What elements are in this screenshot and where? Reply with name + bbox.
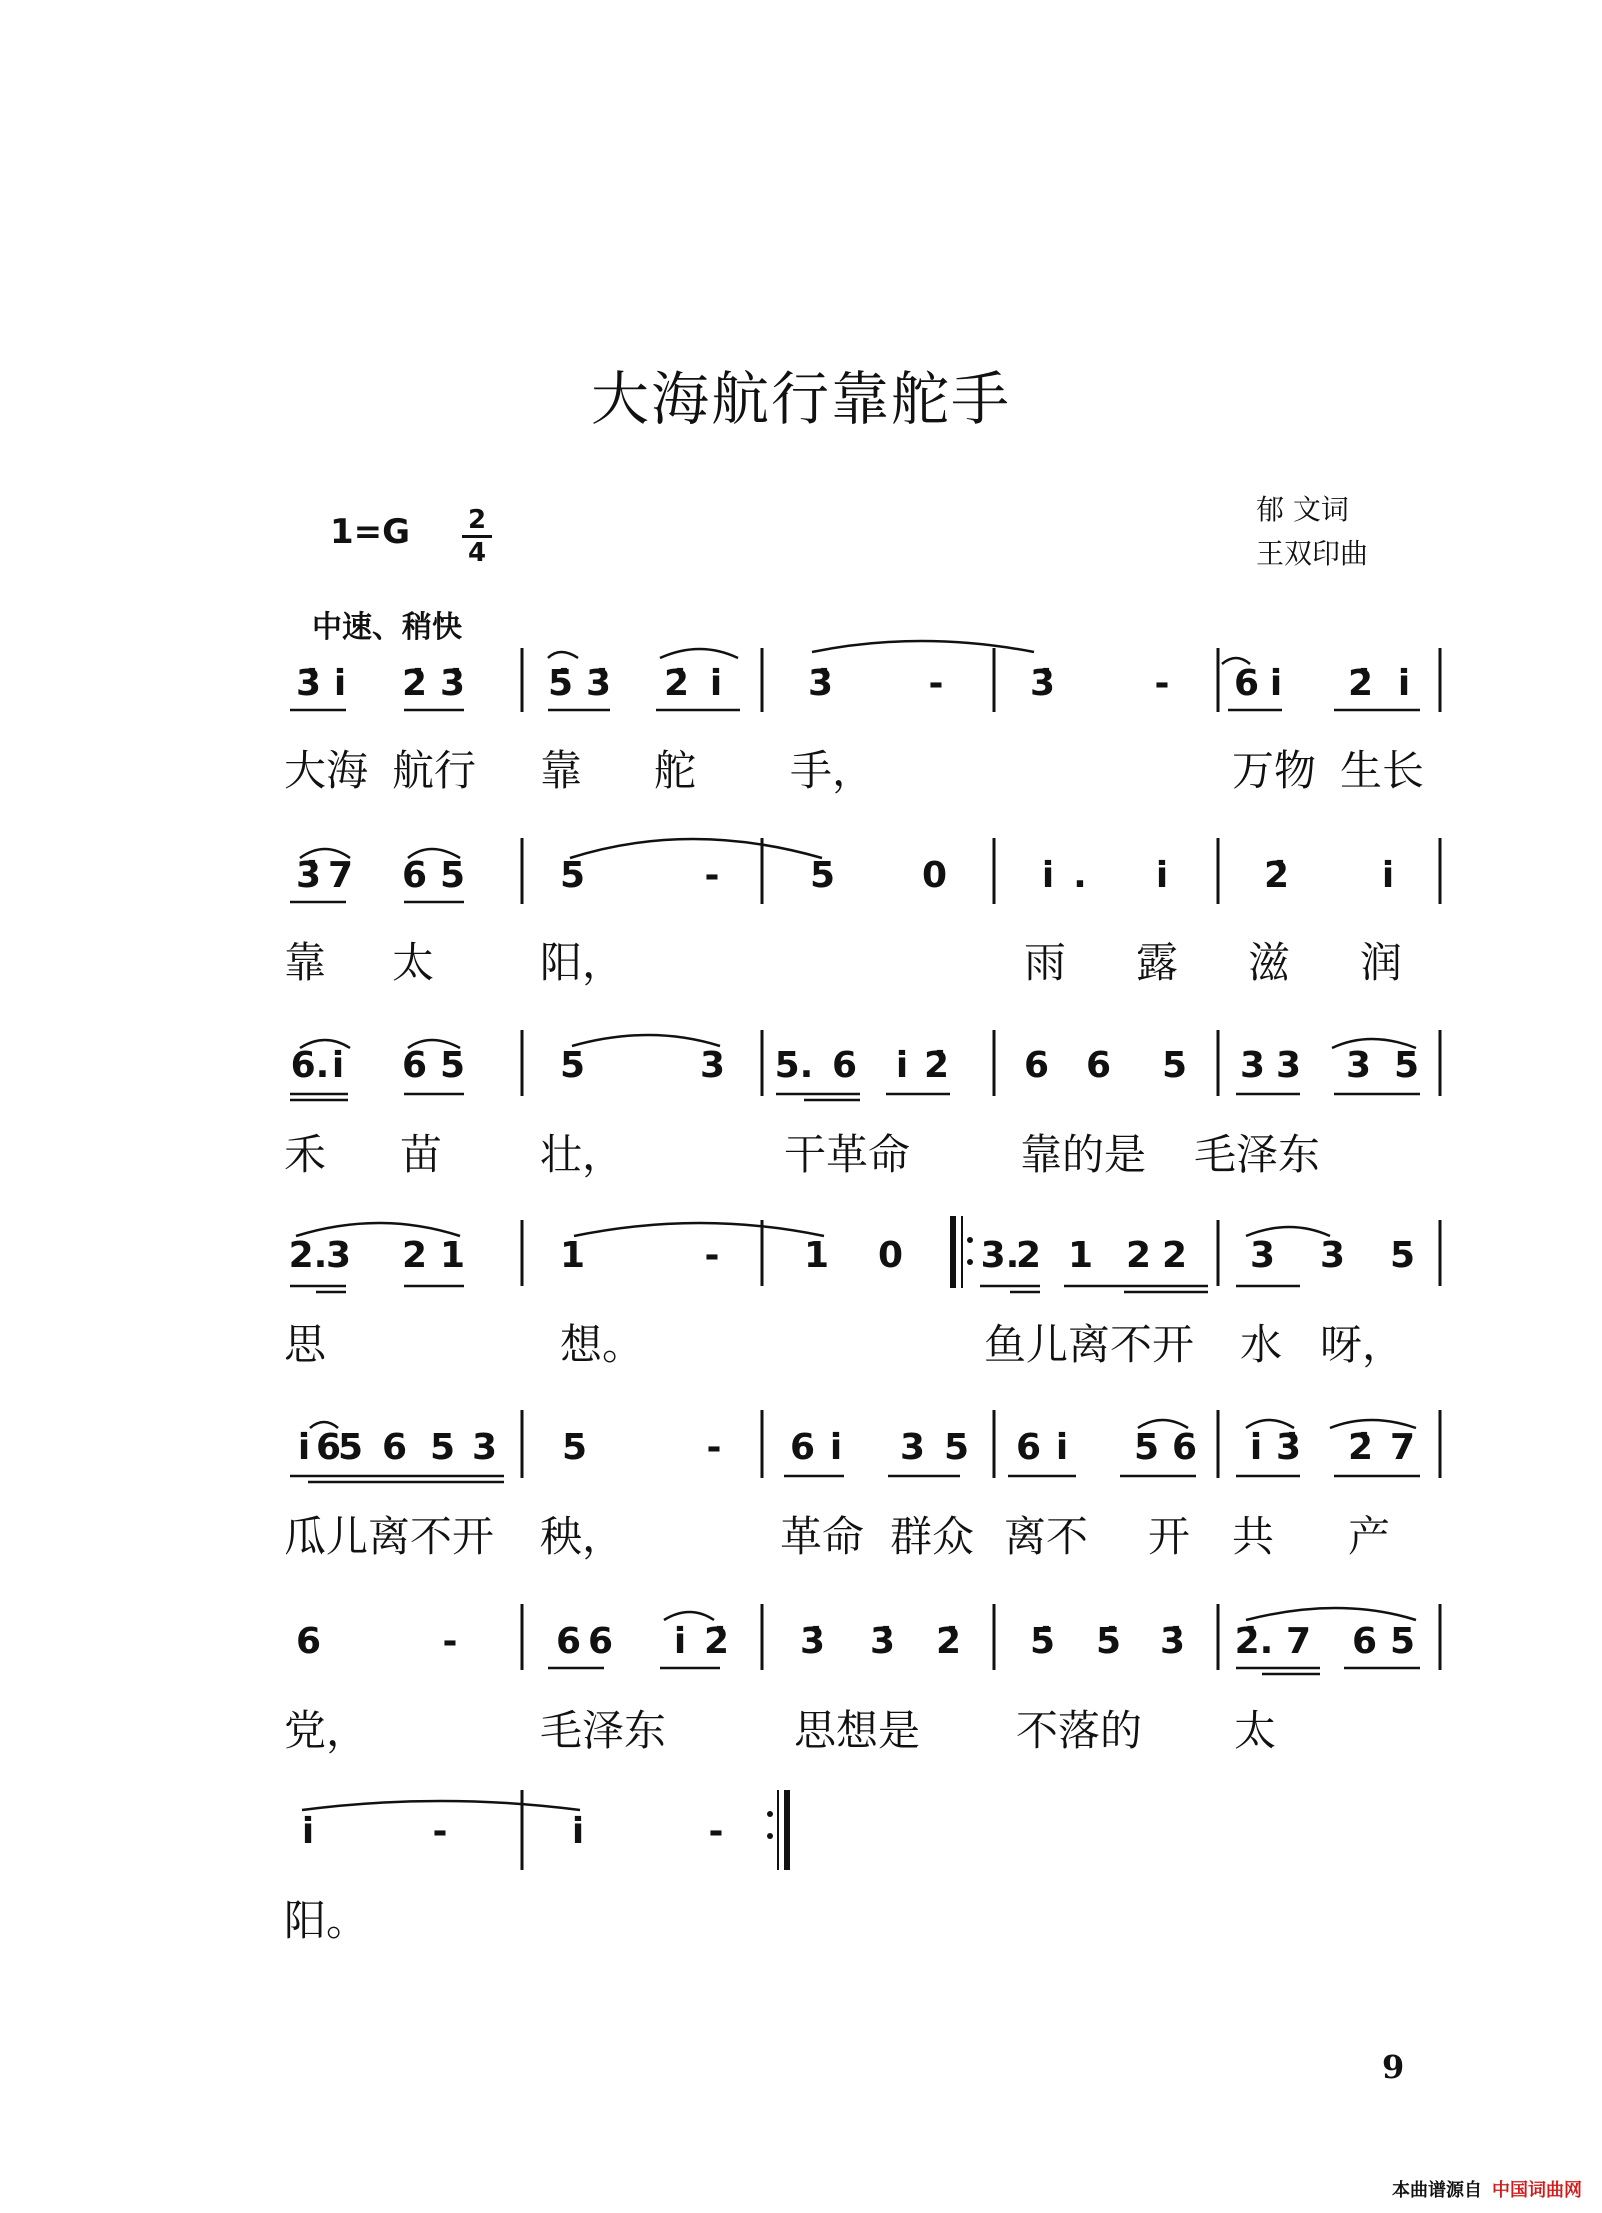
repeat-start [950,1216,973,1288]
note: 1 [440,1235,466,1276]
note: i̇ [1055,1427,1069,1468]
lyric: 雨 [1024,938,1067,987]
note: 3̇ [800,1621,826,1662]
note: 2̇ [704,1621,730,1662]
note: 2̇ [1348,663,1374,704]
note: i̇ [895,1045,909,1086]
note: 3 [1276,1045,1302,1086]
lyric: 干革命 [784,1130,911,1179]
note: 6 [316,1427,342,1468]
note: 2 [1016,1235,1042,1276]
page-number: 9 [1382,2048,1405,2086]
lyric: 离不 [1004,1512,1089,1561]
note: 3 [1320,1235,1346,1276]
note: - [432,1811,448,1852]
note: - [708,1811,724,1852]
lyric: 手， [790,746,875,795]
note: i̇ [301,1811,315,1852]
note: 5 [560,855,586,896]
note: 3̇ [1276,1427,1302,1468]
lyric: 不落的 [1016,1706,1143,1755]
note: 5 [562,1427,588,1468]
note: - [704,855,720,896]
lyric: 靠 [284,938,327,987]
lyric: 生长 [1340,746,1425,795]
lyric: 靠的是 [1020,1130,1147,1179]
note: i̇ [673,1621,687,1662]
note: 2 [1126,1235,1152,1276]
lyric: 秧， [540,1512,625,1561]
note: 1 [1068,1235,1094,1276]
note: 5 [440,855,466,896]
note: 6 [556,1621,582,1662]
lyric: 想。 [560,1320,645,1369]
note: 6 [1086,1045,1112,1086]
note: 3 [1250,1235,1276,1276]
lyricist-credit: 郁 文词 [1256,493,1349,526]
note: 6 [402,1045,428,1086]
note: 0 [878,1235,904,1276]
note: - [442,1621,458,1662]
note: 3̇ [296,663,322,704]
note: 2̇ [664,663,690,704]
note: 5 [338,1427,364,1468]
note: 6 [832,1045,858,1086]
composer-credit: 王双印曲 [1256,537,1369,570]
note: 6 [1352,1621,1378,1662]
lyric: 露 [1136,938,1179,987]
tempo-marking: 中速、稍快 [312,610,462,645]
note: i̇ [1269,663,1283,704]
note: 6 [1016,1427,1042,1468]
note: 5 [560,1045,586,1086]
note: 3 [326,1235,352,1276]
lyric: 鱼儿离不开 [984,1320,1195,1369]
note: 5 [1390,1235,1416,1276]
note: 2̇ [936,1621,962,1662]
note: 7 [328,855,354,896]
note: 6 [1172,1427,1198,1468]
note: 5 [1394,1045,1420,1086]
time-numerator: 2 [467,505,487,535]
lyric: 思想是 [794,1706,921,1755]
lyric: 瓜儿离不开 [284,1512,495,1561]
note: 3̇ [586,663,612,704]
note: 1 [560,1235,586,1276]
lyric: 思 [284,1320,327,1369]
note: - [928,663,944,704]
lyric: 壮， [540,1130,625,1179]
note: 2̇ [402,663,428,704]
lyric: 群众 [890,1512,975,1561]
note: 6. [290,1045,330,1086]
repeat-end [767,1790,790,1870]
lyric: 禾 [284,1130,327,1179]
note: 2 [1162,1235,1188,1276]
note: 3. [980,1235,1020,1276]
note: i̇ [1381,855,1395,896]
lyric: 革命 [780,1512,865,1561]
note: 2̇ [1264,855,1290,896]
note: 6 [402,855,428,896]
note: i̇ [829,1427,843,1468]
note: 3̇ [870,1621,896,1662]
note: 5̇ [1096,1621,1122,1662]
note: 0 [922,855,948,896]
note: 6 [296,1621,322,1662]
note: 5 [440,1045,466,1086]
note: 5 [1162,1045,1188,1086]
lyric: 呀， [1320,1320,1405,1369]
note: 2 [402,1235,428,1276]
note: i̇ [1155,855,1169,896]
lyric: 开 [1148,1512,1191,1561]
note: - [704,1235,720,1276]
lyric: 阳。 [284,1896,369,1945]
note: 3̇ [808,663,834,704]
note: 1 [804,1235,830,1276]
note: 6 [588,1621,614,1662]
note: - [706,1427,722,1468]
footer-source [1392,2176,1582,2202]
lyric: 太 [392,938,435,987]
note: 2̇ [1348,1427,1374,1468]
lyric: 产 [1348,1512,1391,1561]
note: 3̇ [1160,1621,1186,1662]
note: - [1154,663,1170,704]
footer-site-link[interactable]: 中国词曲网 [1492,2180,1582,2201]
lyric: 航行 [392,746,477,795]
note: 5 [810,855,836,896]
note: 2̇. [1234,1621,1274,1662]
note: 7 [1390,1427,1416,1468]
note: i̇ [333,663,347,704]
note: 3 [700,1045,726,1086]
note: i̇ [709,663,723,704]
note: 5̇ [548,663,574,704]
note: 5 [1134,1427,1160,1468]
note: 3̇ [440,663,466,704]
note: 2. [288,1235,328,1276]
lyric: 润 [1360,938,1403,987]
time-denominator: 4 [467,538,487,568]
note: 7 [1286,1621,1312,1662]
lyric: 滋 [1248,938,1291,987]
lyric: 太 [1234,1706,1277,1755]
lyric: 共 [1232,1512,1275,1561]
note: 5 [430,1427,456,1468]
lyric: 党， [284,1706,369,1755]
note: i̇ [571,1811,585,1852]
note: 6 [1234,663,1260,704]
note: 6 [1024,1045,1050,1086]
lyric: 靠 [540,746,583,795]
lyric: 阳， [540,938,625,987]
lyric: 万物 [1232,746,1317,795]
note: 5 [1390,1621,1416,1662]
note: 2̇ [924,1045,950,1086]
note: 5. [774,1045,814,1086]
note: 3 [900,1427,926,1468]
song-title: 大海航行靠舵手 [590,365,1011,433]
footer-source-label: 本曲谱源自 [1392,2180,1482,2201]
lyric: 舵 [654,746,697,795]
lyric: 毛泽东 [1194,1130,1321,1179]
lyric: 大海 [284,746,369,795]
key-signature: 1=G [330,512,411,552]
note: i̇ [1249,1427,1263,1468]
note: 3 [1346,1045,1372,1086]
note: 3̇ [1030,663,1056,704]
note: 5̇ [1030,1621,1056,1662]
note: 3 [1240,1045,1266,1086]
note: 3̇ [296,855,322,896]
note: 5 [944,1427,970,1468]
note: i̇ [1041,855,1055,896]
note: i̇ [331,1045,345,1086]
lyric: 水 [1240,1320,1283,1369]
lyric: 苗 [400,1130,443,1179]
note: . [1073,855,1087,896]
lyric: 毛泽东 [540,1706,667,1755]
note: 3 [472,1427,498,1468]
note: 6 [790,1427,816,1468]
note: i̇ [1397,663,1411,704]
note: 6 [382,1427,408,1468]
note: i̇ [297,1427,311,1468]
